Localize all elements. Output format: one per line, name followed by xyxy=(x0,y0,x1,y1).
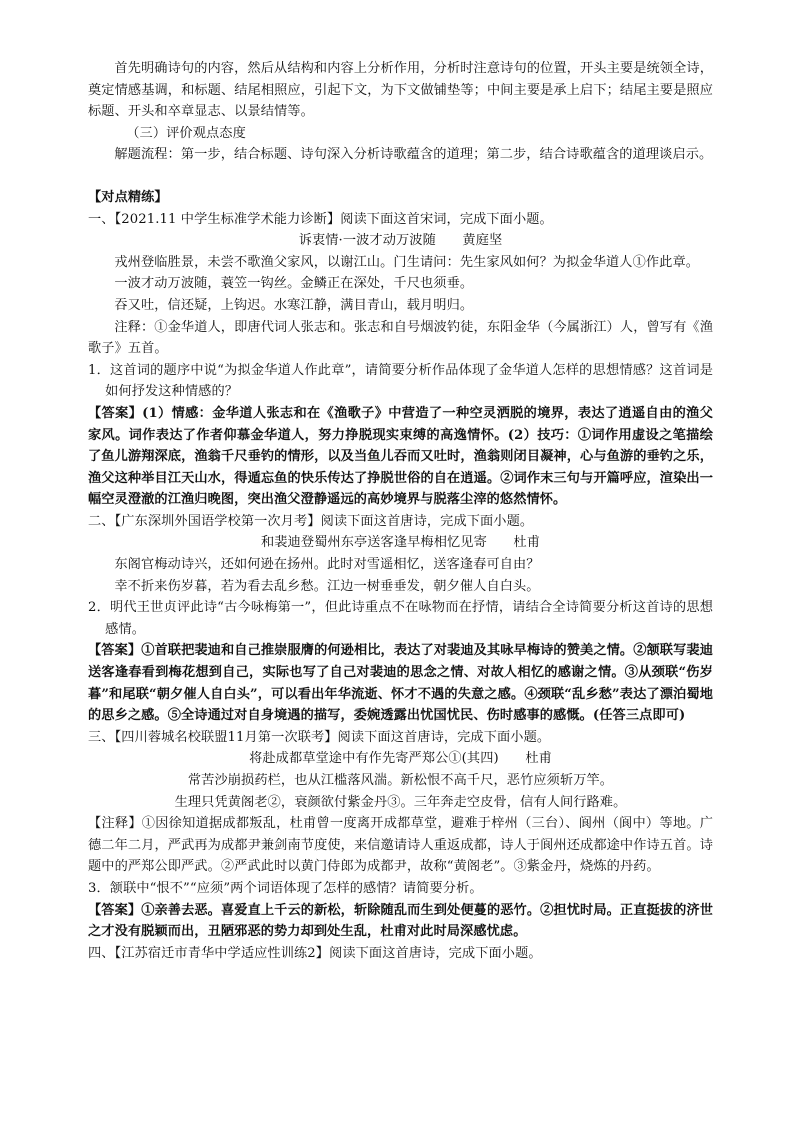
spacer xyxy=(88,166,713,187)
q1-note: 注释：①金华道人，即唐代词人张志和。张志和自号烟波钓徒，东阳金华（今属浙江）人，曾写有《渔歌子》五首。 xyxy=(88,319,713,357)
q1-poem-title: 诉衷情·一波才动万波随 黄庭坚 xyxy=(298,233,503,249)
q3-poem-line: 常苦沙崩损药栏，也从江槛落风湍。新松恨不高千尺，恶竹应须斩万竿。 xyxy=(187,773,614,788)
q3-question: 3．颔联中“恨不”“应须”两个词语体现了怎样的感情？请简要分析。 xyxy=(88,880,483,896)
document-page xyxy=(88,58,713,964)
solution-process: 解题流程：第一步，结合标题、诗句深入分析诗歌蕴含的道理；第二步，结合诗歌蕴含的道理谈启示。 xyxy=(114,147,713,163)
q3-answer: 【答案】①亲善去恶。喜爱直上千云的新松，斩除随乱而生到处便蔓的恶竹。②担忧时局。正直挺拔的济世之才没有脱颖而出，丑陋邪恶的势力却到处生乱，杜甫对此时局深感忧虑。 xyxy=(88,902,713,940)
q2-poem-title: 和裴迪登蜀州东亭送客逢早梅相忆见寄 杜甫 xyxy=(260,535,541,551)
q1-preface: 戎州登临胜景，未尝不歌渔父家风，以谢江山。门生请问：先生家风如何？为拟金华道人①作此章。 xyxy=(114,254,700,270)
q4-source: 四、【江苏宿迁市青华中学适应性训练2】阅读下面这首唐诗，完成下面小题。 xyxy=(88,945,542,961)
q3-poem-line: 生理只凭黄阁老②，衰颜欲付紫金丹③。三年奔走空皮骨，信有人间行路难。 xyxy=(174,794,627,810)
q1-poem-line: 一波才动万波随，蓑笠一钩丝。金鳞正在深处，千尺也须垂。 xyxy=(114,276,474,292)
q1-question: 1．这首词的题序中说“为拟金华道人作此章”，请简要分析作品体现了金华道人怎样的思想情感？这首词是如何抒发这种情感的？ xyxy=(88,362,713,400)
q2-source: 二、【广东深圳外国语学校第一次月考】阅读下面这首唐诗，完成下面小题。 xyxy=(88,513,534,529)
intro-paragraph: 首先明确诗句的内容，然后从结构和内容上分析作用，分析时注意诗句的位置，开头主要是统领全诗，奠定情感基调，和标题、结尾相照应，引起下文，为下文做铺垫等；中间主要是承上启下；结尾主要是照应标题、开头和卒章显志、以景结情等。 xyxy=(88,61,713,120)
q3-poem-title: 将赴成都草堂途中有作先寄严郑公①(其四) 杜甫 xyxy=(249,751,552,767)
q1-answer: 【答案】(1）情感：金华道人张志和在《渔歌子》中营造了一种空灵洒脱的境界，表达了逍遥自由的渔父家风。词作表达了作者仰慕金华道人，努力挣脱现实束缚的高逸情怀。(2）技巧：①词作用虚设之笔描绘了鱼儿游翔深底，渔翁千尺垂钓的情形，以及当鱼儿吞而又吐时，渔翁则闭目凝神，心与鱼游的垂钓之乐，渔父这种举目江天山水，得遁忘鱼的快乐传达了挣脱世俗的自在逍遥。②词作末三句与开篇呼应，渲染出一幅空灵澄澈的江渔归晚图，突出渔父澄静遥远的高妙境界与脱落尘滓的悠然情怀。 xyxy=(88,405,713,508)
q1-poem-line: 吞又吐，信还疑，上钩迟。水寒江静，满目青山，载月明归。 xyxy=(114,297,474,313)
q2-answer: 【答案】①首联把裴迪和自己推崇服膺的何逊相比，表达了对裴迪及其咏早梅诗的赞美之情。②颔联写裴迪送客逢春看到梅花想到自己，实际也写了自己对裴迪的思念之情、对故人相忆的感谢之情。③从颈联“伤岁暮”和尾联“朝夕催人自白头”，可以看出年华流逝、怀才不遇的失意之感。④颈联“乱乡愁”表达了漂泊蜀地的思乡之感。⑤全诗通过对自身境遇的描写，委婉透露出忧国忧民、伤时感事的感慨。(任答三点即可) xyxy=(88,643,713,724)
q3-source: 三、【四川蓉城名校联盟11月第一次联考】阅读下面这首唐诗，完成下面小题。 xyxy=(88,729,551,745)
section-title: 【对点精练】 xyxy=(88,189,168,205)
subheading-evaluate: （三）评价观点态度 xyxy=(126,125,246,141)
q1-source: 一、【2021.11 中学生标准学术能力诊断】阅读下面这首宋词，完成下面小题。 xyxy=(88,211,553,227)
q2-question: 2．明代王世贞评此诗“古今咏梅第一”，但此诗重点不在咏物而在抒情，请结合全诗简要分析这首诗的思想感情。 xyxy=(88,600,713,637)
q2-poem-line: 东阁官梅动诗兴，还如何逊在扬州。此时对雪遥相忆，送客逢春可自由？ xyxy=(114,557,540,573)
q3-note: 【注释】①因徐知道据成都叛乱，杜甫曾一度离开成都草堂，避难于梓州（三台）、阆州（阆中）等地。广德二年二月，严武再为成都尹兼剑南节度使，来信邀请诗人重返成都，诗人于阆州还成都途中作诗五首。诗题中的严郑公即严武。②严武此时以黄门侍郎为成都尹，故称“黄阁老”。③紫金丹，烧炼的丹药。 xyxy=(88,816,713,875)
q2-poem-line: 幸不折来伤岁暮，若为看去乱乡愁。江边一树垂垂发，朝夕催人自白头。 xyxy=(114,578,540,594)
